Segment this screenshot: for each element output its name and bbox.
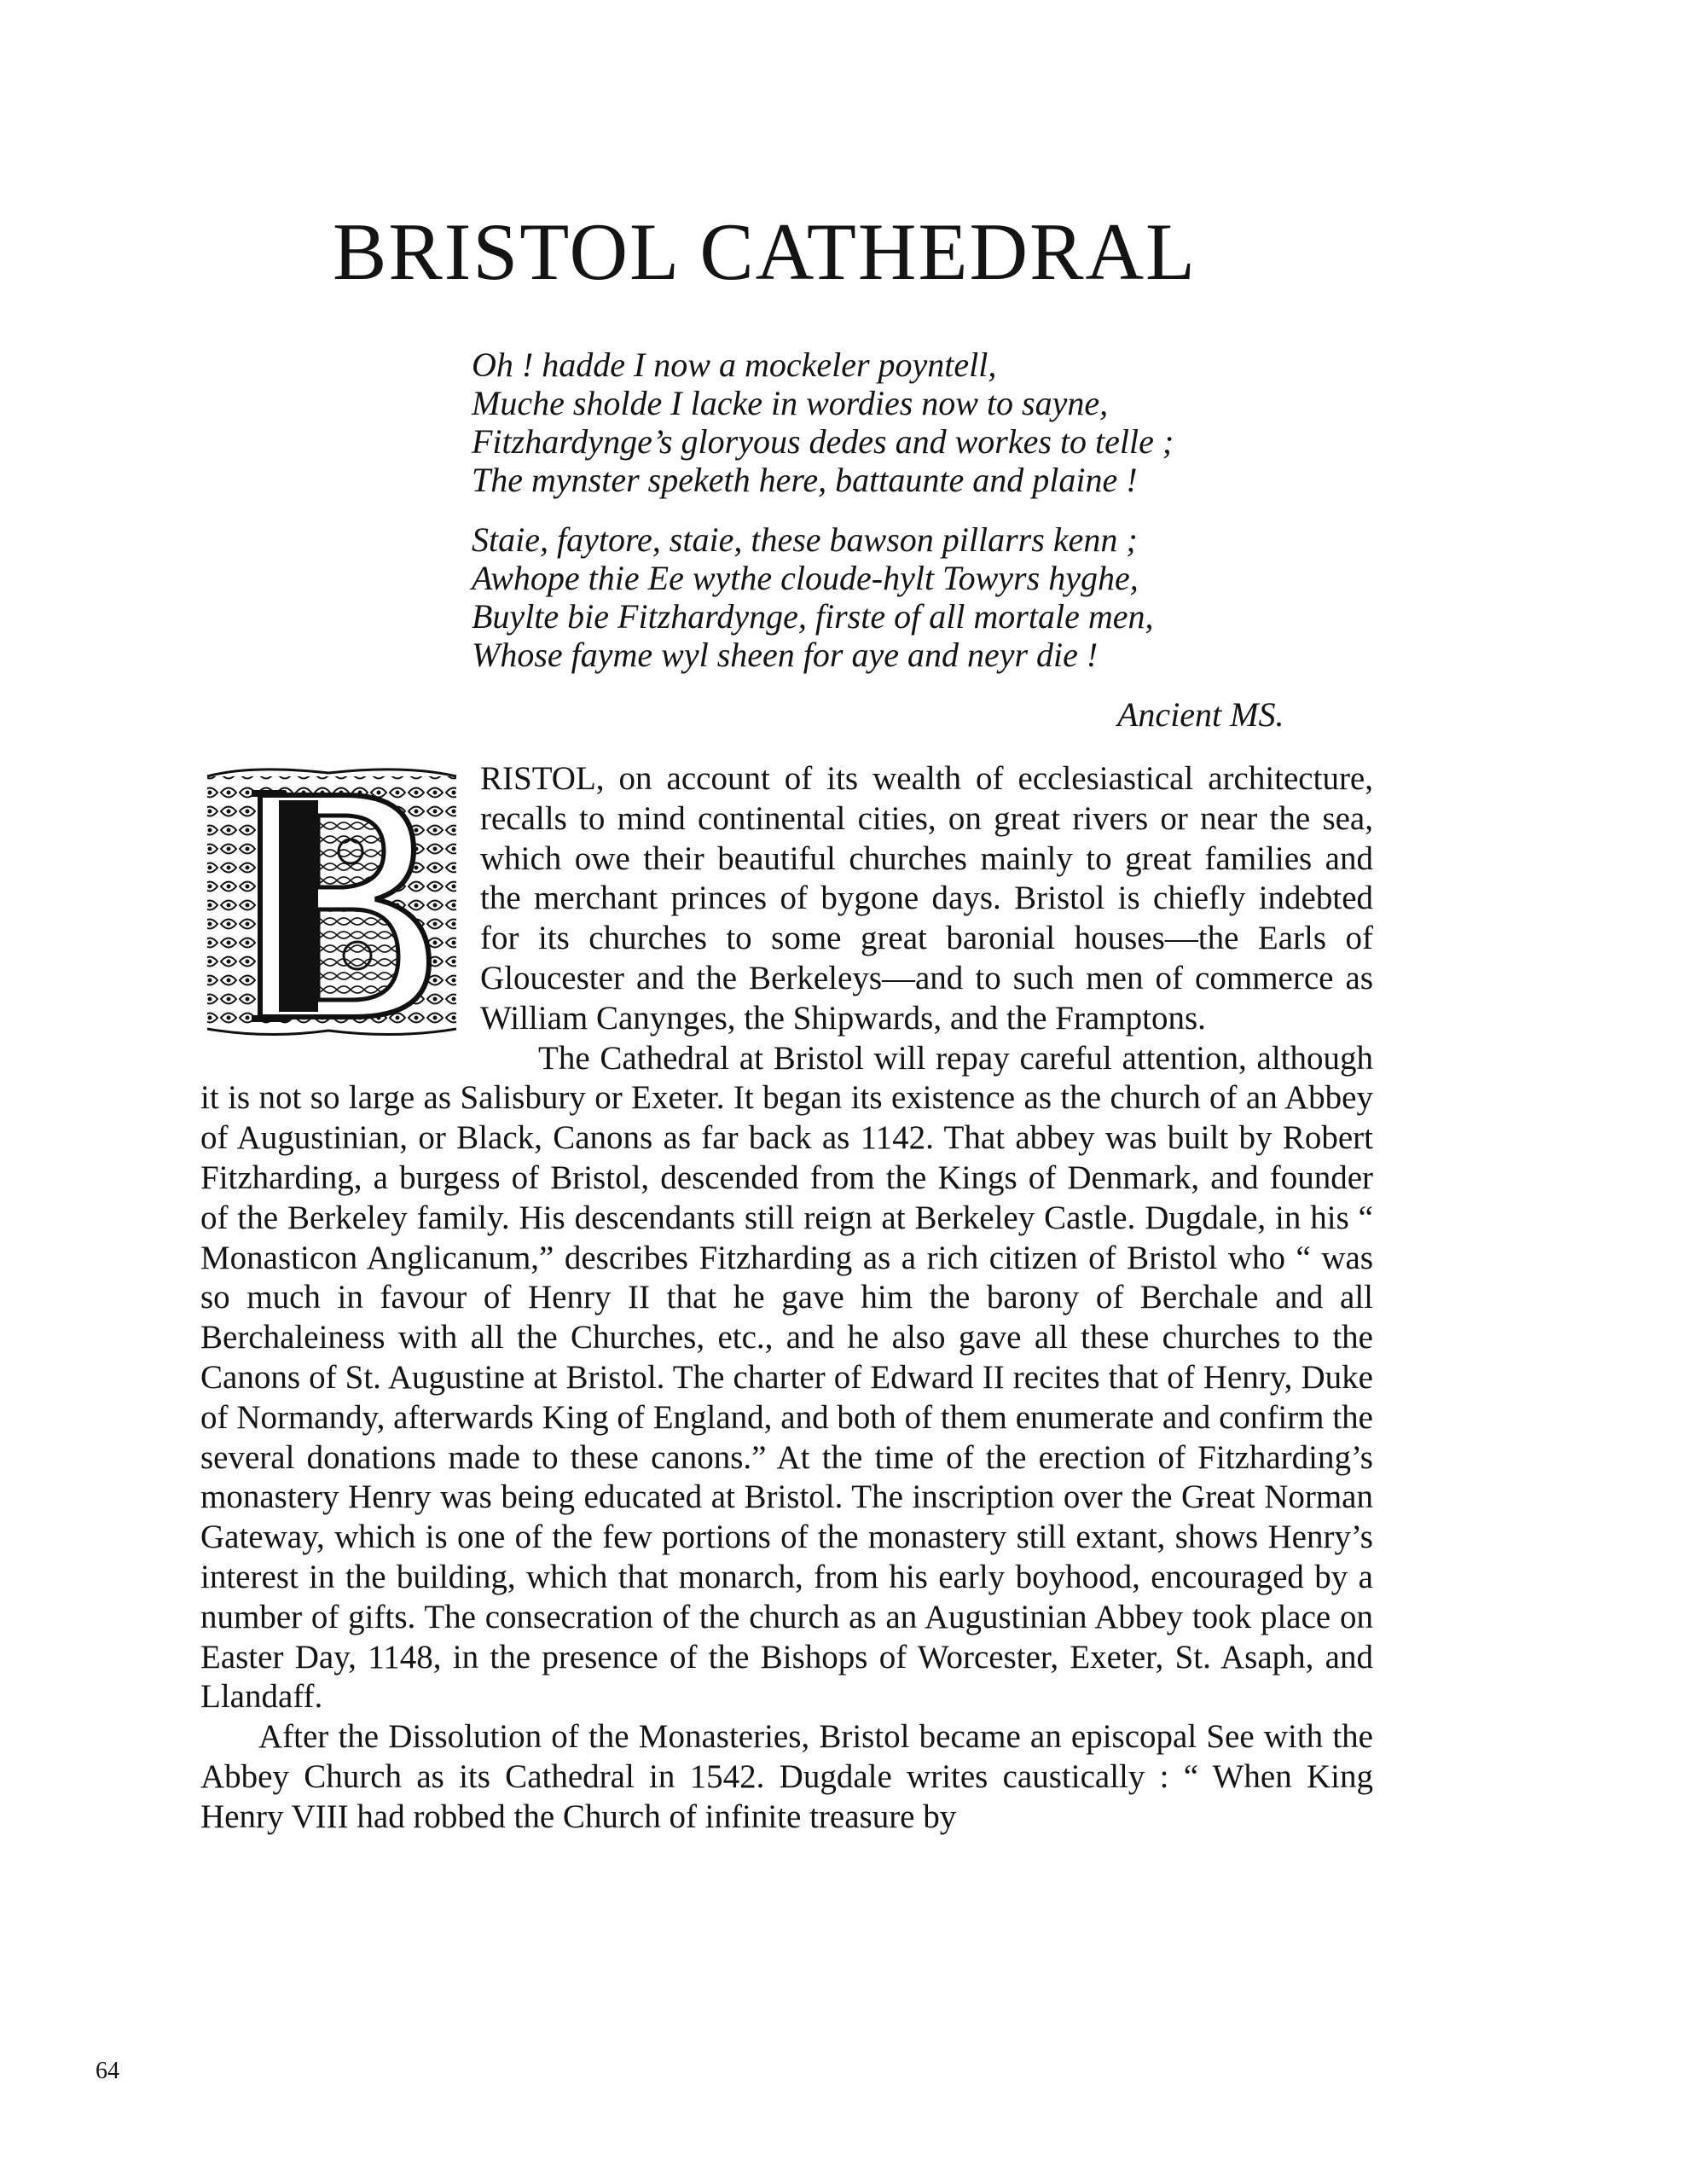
poem-line: Staie, faytore, staie, these bawson pillarrs kenn ;: [472, 520, 1138, 559]
body-text: [200, 759, 1373, 1838]
ornamental-drop-cap: [200, 764, 463, 1039]
poem-line: Fitzhardynge’s gloryous dedes and workes to telle ;: [472, 422, 1174, 461]
paragraph-1: [200, 759, 1373, 1039]
poem-line: Oh ! hadde I now a mockeler poyntell,: [472, 346, 997, 384]
paragraph-2: The Cathedral at Bristol will repay careful attention, although it is not so large as Salisbury or Exeter. It began its existence as the church of an Abbey of Augustinian, or Black, Canons as far back as 1142. That abbey was built by Robert Fitzharding, a burgess of Bristol, descended from the Kings of Denmark, and founder of the Berkeley family. His descendants still reign at Berkeley Castle. Dugdale, in his “ Monasticon Anglicanum,” describes Fitzharding as a rich citizen of Bristol who “ was so much in favour of Henry II that he gave him the barony of Berchale and all Berchaleiness with all the Churches, etc., and he also gave all these churches to the Canons of St. Augustine at Bristol. The charter of Edward II recites that of Henry, Duke of Normandy, afterwards King of England, and both of them enumerate and confirm the several donations made to these canons.” At the time of the erection of Fitzharding’s monastery Henry was being educated at Bristol. The inscription over the Great Norman Gateway, which is one of the few portions of the monastery still extant, shows Henry’s interest in the building, which that monarch, from his early boyhood, encouraged by a number of gifts. The consecration of the church as an Augustinian Abbey took place on Easter Day, 1148, in the presence of the Bishops of Worcester, Exeter, St. Asaph, and Llandaff.: [200, 1039, 1373, 1716]
poem-line: Whose fayme wyl sheen for aye and neyr die !: [472, 636, 1099, 674]
paragraph-1-text: RISTOL, on account of its wealth of ecclesiastical architecture, recalls to mind continental cities, on great rivers or near the sea, which owe their beautiful churches mainly to great families and the merchant princes of bygone days. Bristol is chiefly indebted for its churches to some great baronial houses—the Earls of Gloucester and the Berkeleys—and to such men of commerce as William Canynges, the Shipwards, and the Framptons.: [480, 760, 1373, 1037]
poem-line: Muche sholde I lacke in wordies now to sayne,: [472, 384, 1109, 422]
page-title: BRISTOL CATHEDRAL: [333, 206, 1197, 297]
floral-ornament-icon: [200, 764, 463, 1039]
poem-stanza-1: [472, 346, 1325, 499]
poem-line: Buylte bie Fitzhardynge, firste of all mortale men,: [472, 597, 1154, 636]
page-number: 64: [96, 2058, 119, 2084]
poem-line: Awhope thie Ee wythe cloude-hylt Towyrs hyghe,: [472, 559, 1139, 597]
paragraph-3: After the Dissolution of the Monasteries, Bristol became an episcopal See with the Abbey Church as its Cathedral in 1542. Dugdale writes caustically : “ When King Henry VIII had robbed the Church of infinite treasure by: [200, 1718, 1373, 1835]
poem-stanza-2: [472, 520, 1325, 674]
poem-attribution: Ancient MS.: [1117, 695, 1284, 734]
poem-line: The mynster speketh here, battaunte and plaine !: [472, 461, 1138, 499]
